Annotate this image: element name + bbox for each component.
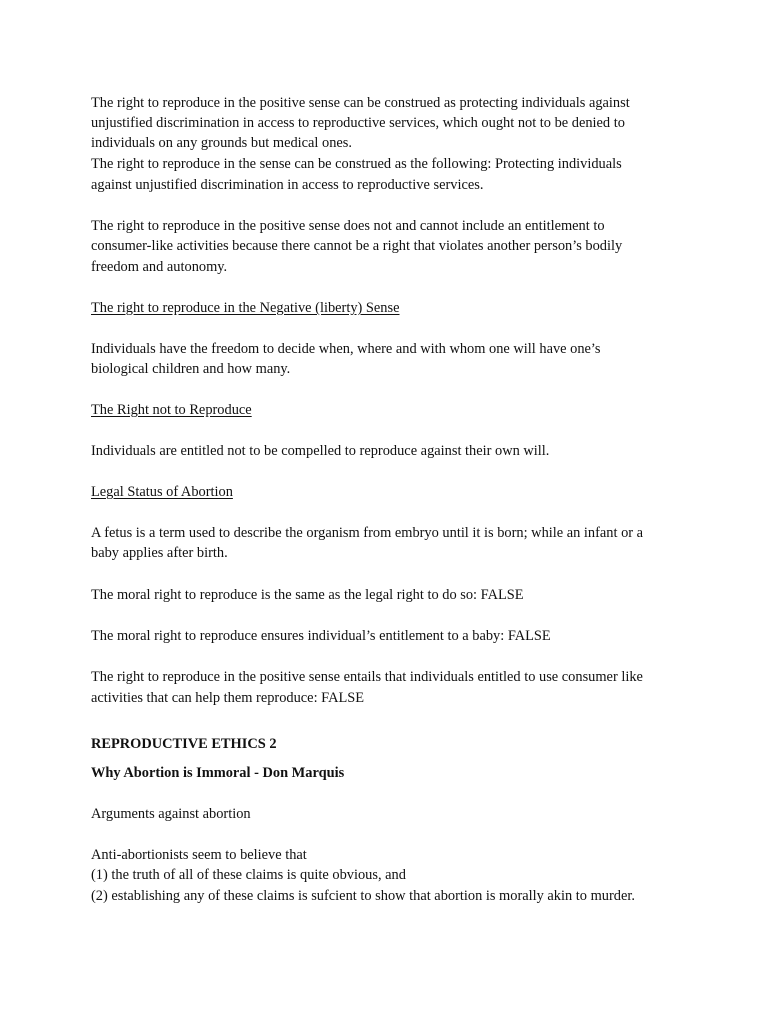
section-subtitle: Why Abortion is Immoral - Don Marquis [91,765,345,781]
paragraph-line: baby applies after birth. [91,545,228,561]
paragraph-line: The right to reproduce in the sense can be construed as the following: Protecting individuals [91,156,622,172]
paragraph-line: The right to reproduce in the positive sense does not and cannot include an entitlement to [91,218,605,234]
paragraph-line: activities that can help them reproduce: FALSE [91,690,365,706]
paragraph-line: against unjustified discrimination in access to reproductive services. [91,177,484,193]
paragraph-line: The moral right to reproduce is the same as the legal right to do so: FALSE [91,587,524,603]
heading-right-not-to-reproduce: The Right not to Reproduce [91,402,252,418]
paragraph-line: biological children and how many. [91,361,291,377]
paragraph-line: unjustified discrimination in access to reproductive services, which ought not to be denied to [91,115,625,131]
paragraph-line: Individuals have the freedom to decide when, where and with whom one will have one’s [91,341,601,357]
heading-negative-sense: The right to reproduce in the Negative (liberty) Sense [91,300,400,316]
paragraph-line: A fetus is a term used to describe the organism from embryo until it is born; while an infant or a [91,525,644,541]
paragraph-line: The right to reproduce in the positive sense entails that individuals entitled to use consumer like [91,669,643,685]
section-title: REPRODUCTIVE ETHICS 2 [91,736,277,752]
paragraph-line: The right to reproduce in the positive sense can be construed as protecting individuals against [91,95,630,111]
paragraph-line: The moral right to reproduce ensures individual’s entitlement to a baby: FALSE [91,628,551,644]
list-item: (1) the truth of all of these claims is quite obvious, and [91,867,406,883]
list-item: (2) establishing any of these claims is sufcient to show that abortion is morally akin to murder. [91,888,635,904]
paragraph-line: freedom and autonomy. [91,259,228,275]
paragraph-line: Arguments against abortion [91,806,251,822]
paragraph-line: individuals on any grounds but medical ones. [91,135,352,151]
paragraph-line: Anti-abortionists seem to believe that [91,847,307,863]
paragraph-line: consumer-like activities because there cannot be a right that violates another person’s bodily [91,238,623,254]
heading-legal-status: Legal Status of Abortion [91,484,233,500]
paragraph-line: Individuals are entitled not to be compelled to reproduce against their own will. [91,443,550,459]
